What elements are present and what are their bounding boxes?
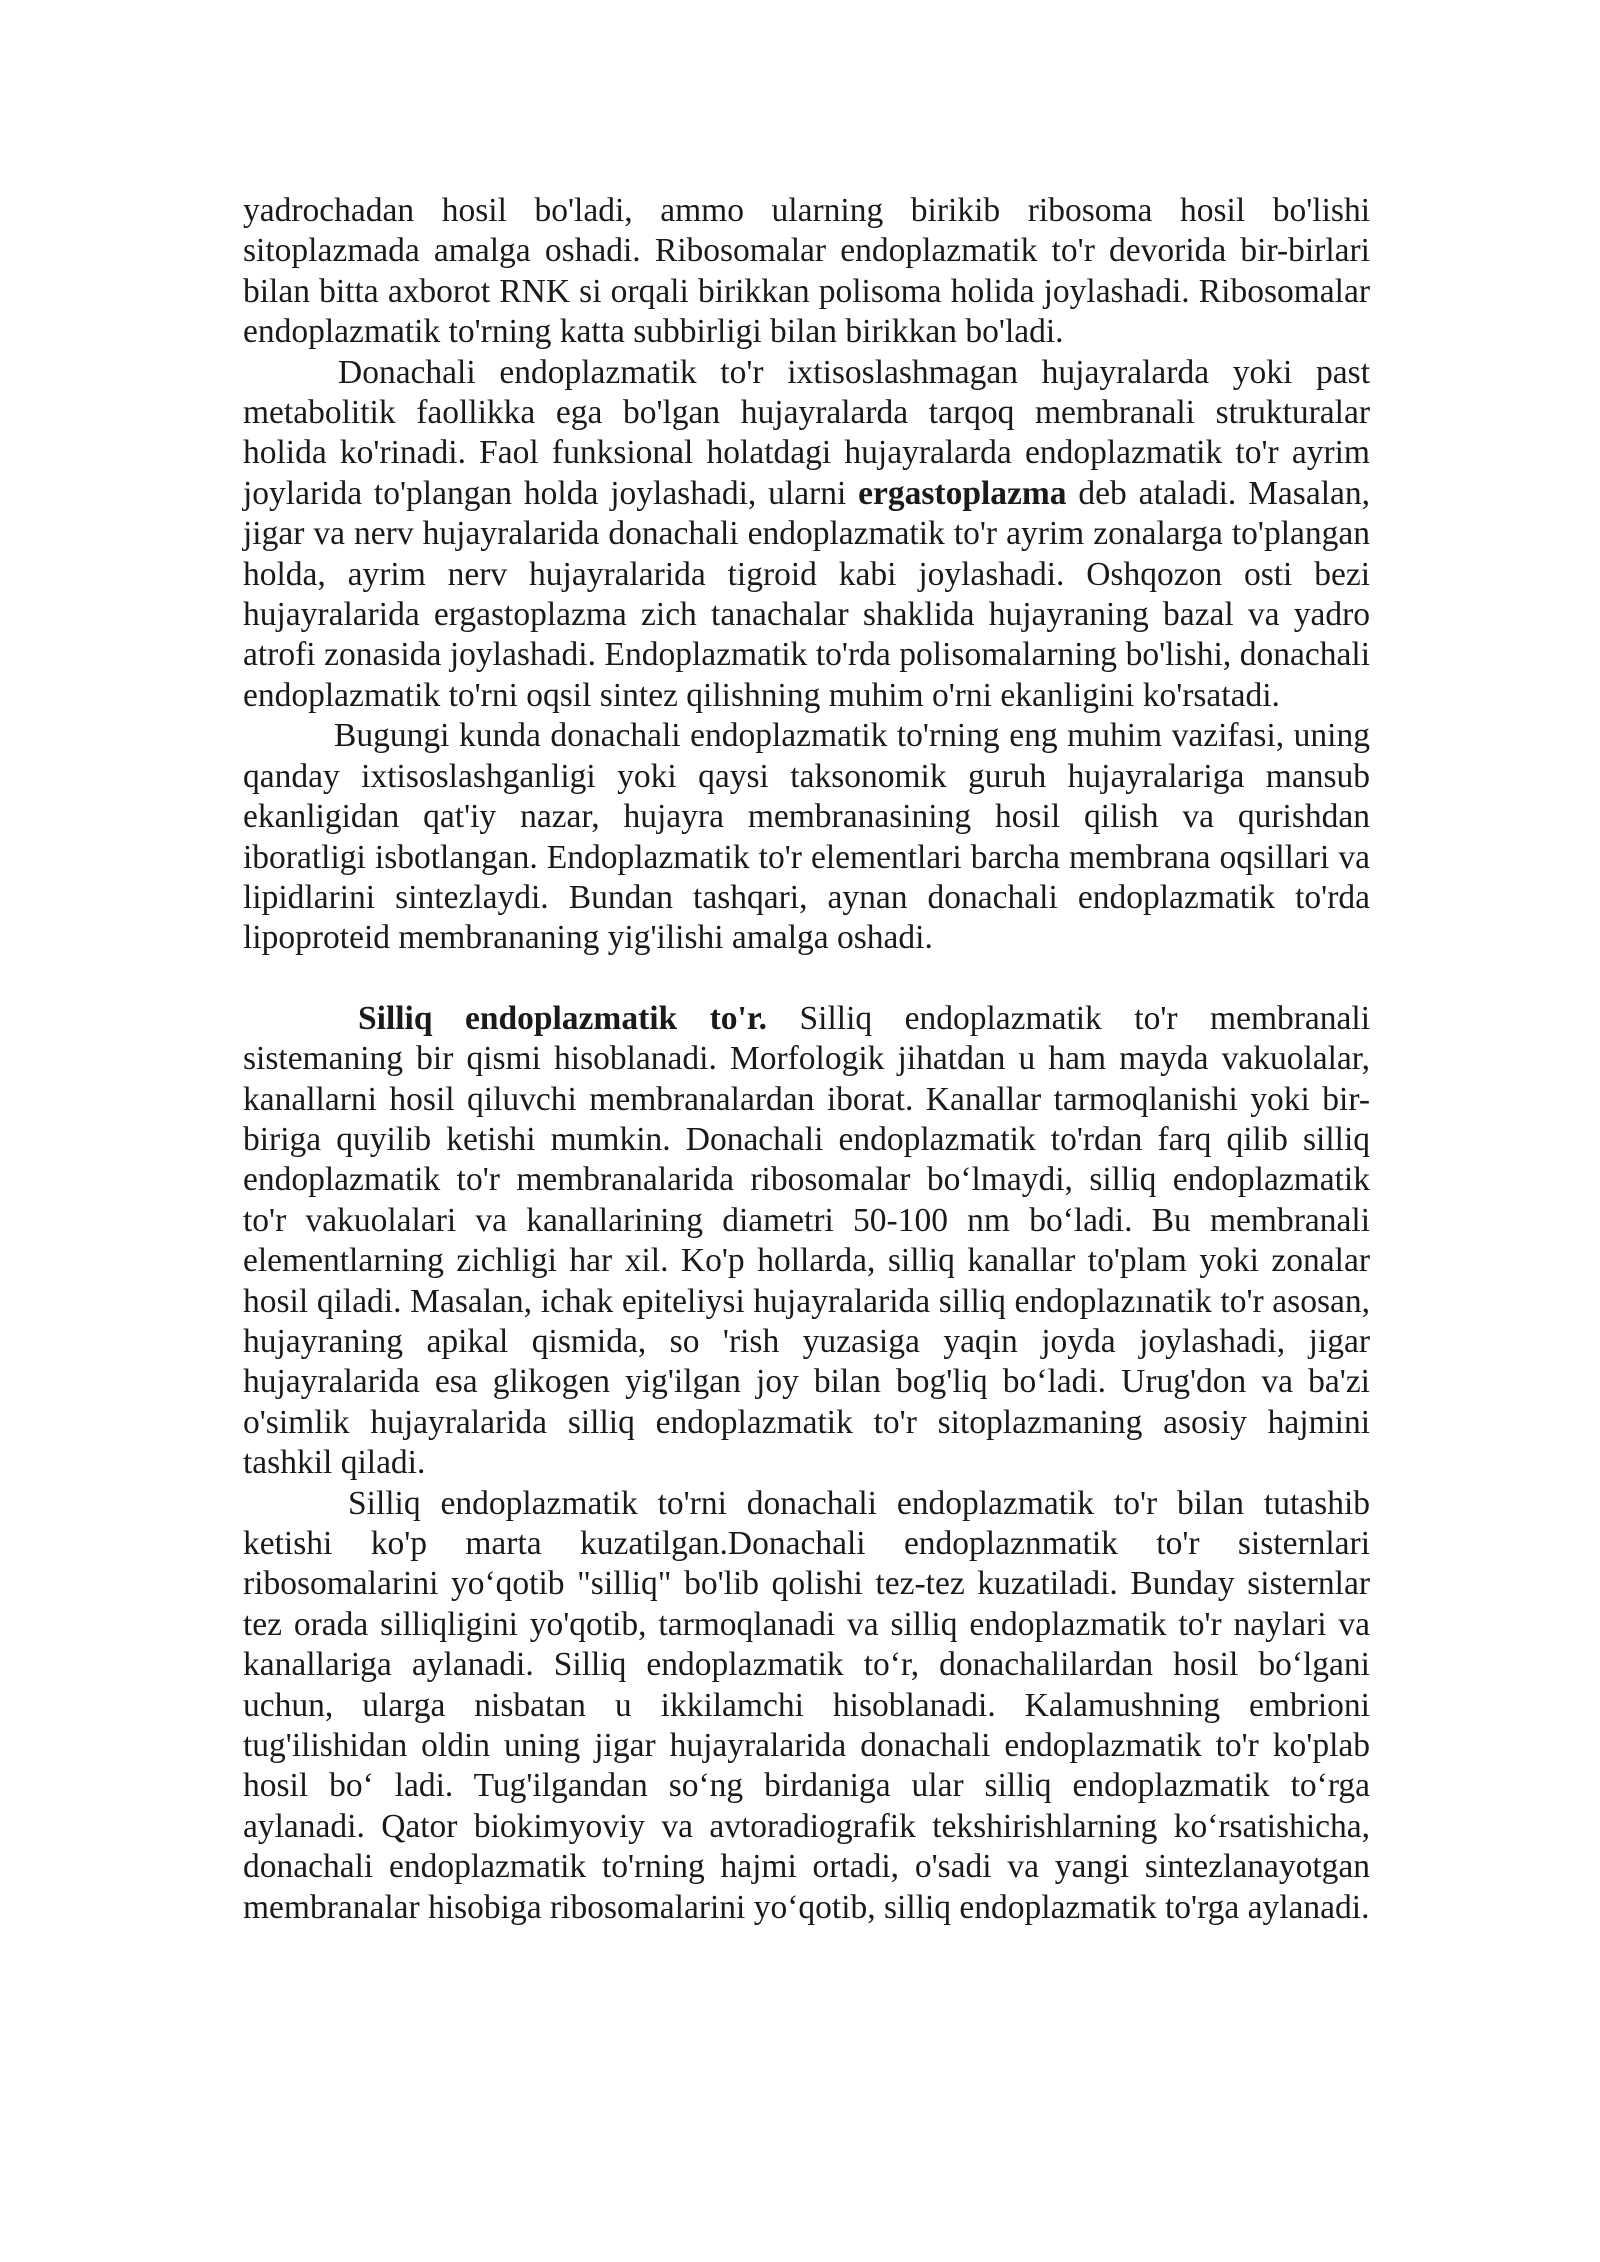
paragraph-5 <box>243 1484 1370 1928</box>
paragraph-1 <box>243 191 1370 353</box>
paragraph-3-text: Bugungi kunda donachali endoplazmatik to'rning eng muhim vazifasi, uning qanday ixtisoslashganligi yoki qaysi taksonomik guruh hujayralariga mansub ekanligidan qat'iy nazar, hujayra membranasining hosil qilish va qurishdan iboratligi isbotlangan. Endoplazmatik to'r elementlari barcha membrana oqsillari va lipidlarini sintezlaydi. Bundan tashqari, aynan donachali endoplazmatik to'rda lipoproteid membrananing yig'ilishi amalga oshadi. <box>243 717 1370 957</box>
paragraph-5-text: Silliq endoplazmatik to'rni donachali endoplazmatik to'r bilan tutashib ketishi ko'p marta kuzatilgan.Donachali endoplaznmatik to'r sisternlari ribosomalarini yo‘qotib "silliq" bo'lib qolishi tez-tez kuzatiladi. Bunday sisternlar tez orada silliqligini yo'qotib, tarmoqlanadi va silliq endoplazmatik to'r naylari va kanallariga aylanadi. Silliq endoplazmatik to‘r, donachalilardan hosil bo‘lgani uchun, ularga nisbatan u ikkilamchi hisoblanadi. Kalamushning embrioni tug'ilishidan oldin uning jigar hujayralarida donachali endoplazmatik to'r ko'plab hosil bo‘ ladi. Tug'ilgandan so‘ng birdaniga ular silliq endoplazmatik to‘rga aylanadi. Qator biokimyoviy va avtoradiografik tekshirishlarning ko‘rsatishicha, donachali endoplazmatik to'rning hajmi ortadi, o'sadi va yangi sintezlanayotgan membranalar hisobiga ribosomalarini yo‘qotib, silliq endoplazmatik to'rga aylanadi. <box>243 1484 1370 1926</box>
document-page <box>243 191 1370 1928</box>
paragraph-4 <box>243 999 1370 1484</box>
paragraph-gap <box>243 959 1370 999</box>
term-ergastoplazma: ergastoplazma <box>858 474 1067 512</box>
section-heading-silliq: Silliq endoplazmatik to'r. <box>358 999 768 1037</box>
paragraph-2-text-a: Donachali endoplazmatik to'r ixtisoslashmagan hujayralarda yoki past metabolitik faollikka ega bo'lgan hujayralarda tarqoq membranali strukturalar holida ko'rinadi. Faol funksional holatdagi hujayralarda endoplazmatik to'r ayrim joylarida to'plangan holda joylashadi, ularni <box>243 353 1370 512</box>
paragraph-2-text-b: deb ataladi. Masalan, jigar va nerv hujayralarida donachali endoplazmatik to'r ayrim zonalarga to'plangan holda, ayrim nerv hujayralarida tigroid kabi joylashadi. Oshqozon osti bezi hujayralarida ergastoplazma zich tanachalar shaklida hujayraning bazal va yadro atrofi zonasida joylashadi. Endoplazmatik to'rda polisomalarning bo'lishi, donachali endoplazmatik to'rni oqsil sintez qilishning muhim o'rni ekanligini ko'rsatadi. <box>243 474 1371 714</box>
paragraph-4-text: Silliq endoplazmatik to'r membranali sistemaning bir qismi hisoblanadi. Morfologik jihatdan u ham mayda vakuolalar, kanallarni hosil qiluvchi membranalardan iborat. Kanallar tarmoqlanishi yoki bir-biriga quyilib ketishi mumkin. Donachali endoplazmatik to'rdan farq qilib silliq endoplazmatik to'r membranalarida ribosomalar bo‘lmaydi, silliq endoplazmatik to'r vakuolalari va kanallarining diametri 50-100 nm bo‘ladi. Bu membranali elementlarning zichligi har xil. Ko'p hollarda, silliq kanallar to'plam yoki zonalar hosil qiladi. Masalan, ichak epiteliysi hujayralarida silliq endoplazınatik to'r asosan, hujayraning apikal qismida, so 'rish yuzasiga yaqin joyda joylashadi, jigar hujayralarida esa glikogen yig'ilgan joy bilan bog'liq bo‘ladi. Urug'don va ba'zi o'simlik hujayralarida silliq endoplazmatik to'r sitoplazmaning asosiy hajmini tashkil qiladi. <box>243 999 1371 1482</box>
paragraph-3 <box>243 716 1370 958</box>
paragraph-2 <box>243 353 1370 717</box>
paragraph-1-text: yadrochadan hosil bo'ladi, ammo ularning birikib ribosoma hosil bo'lishi sitoplazmada amalga oshadi. Ribosomalar endoplazmatik to'r devorida bir-birlari bilan bitta axborot RNK si orqali birikkan polisoma holida joylashadi. Ribosomalar endoplazmatik to'rning katta subbirligi bilan birikkan bo'ladi. <box>243 192 1370 351</box>
